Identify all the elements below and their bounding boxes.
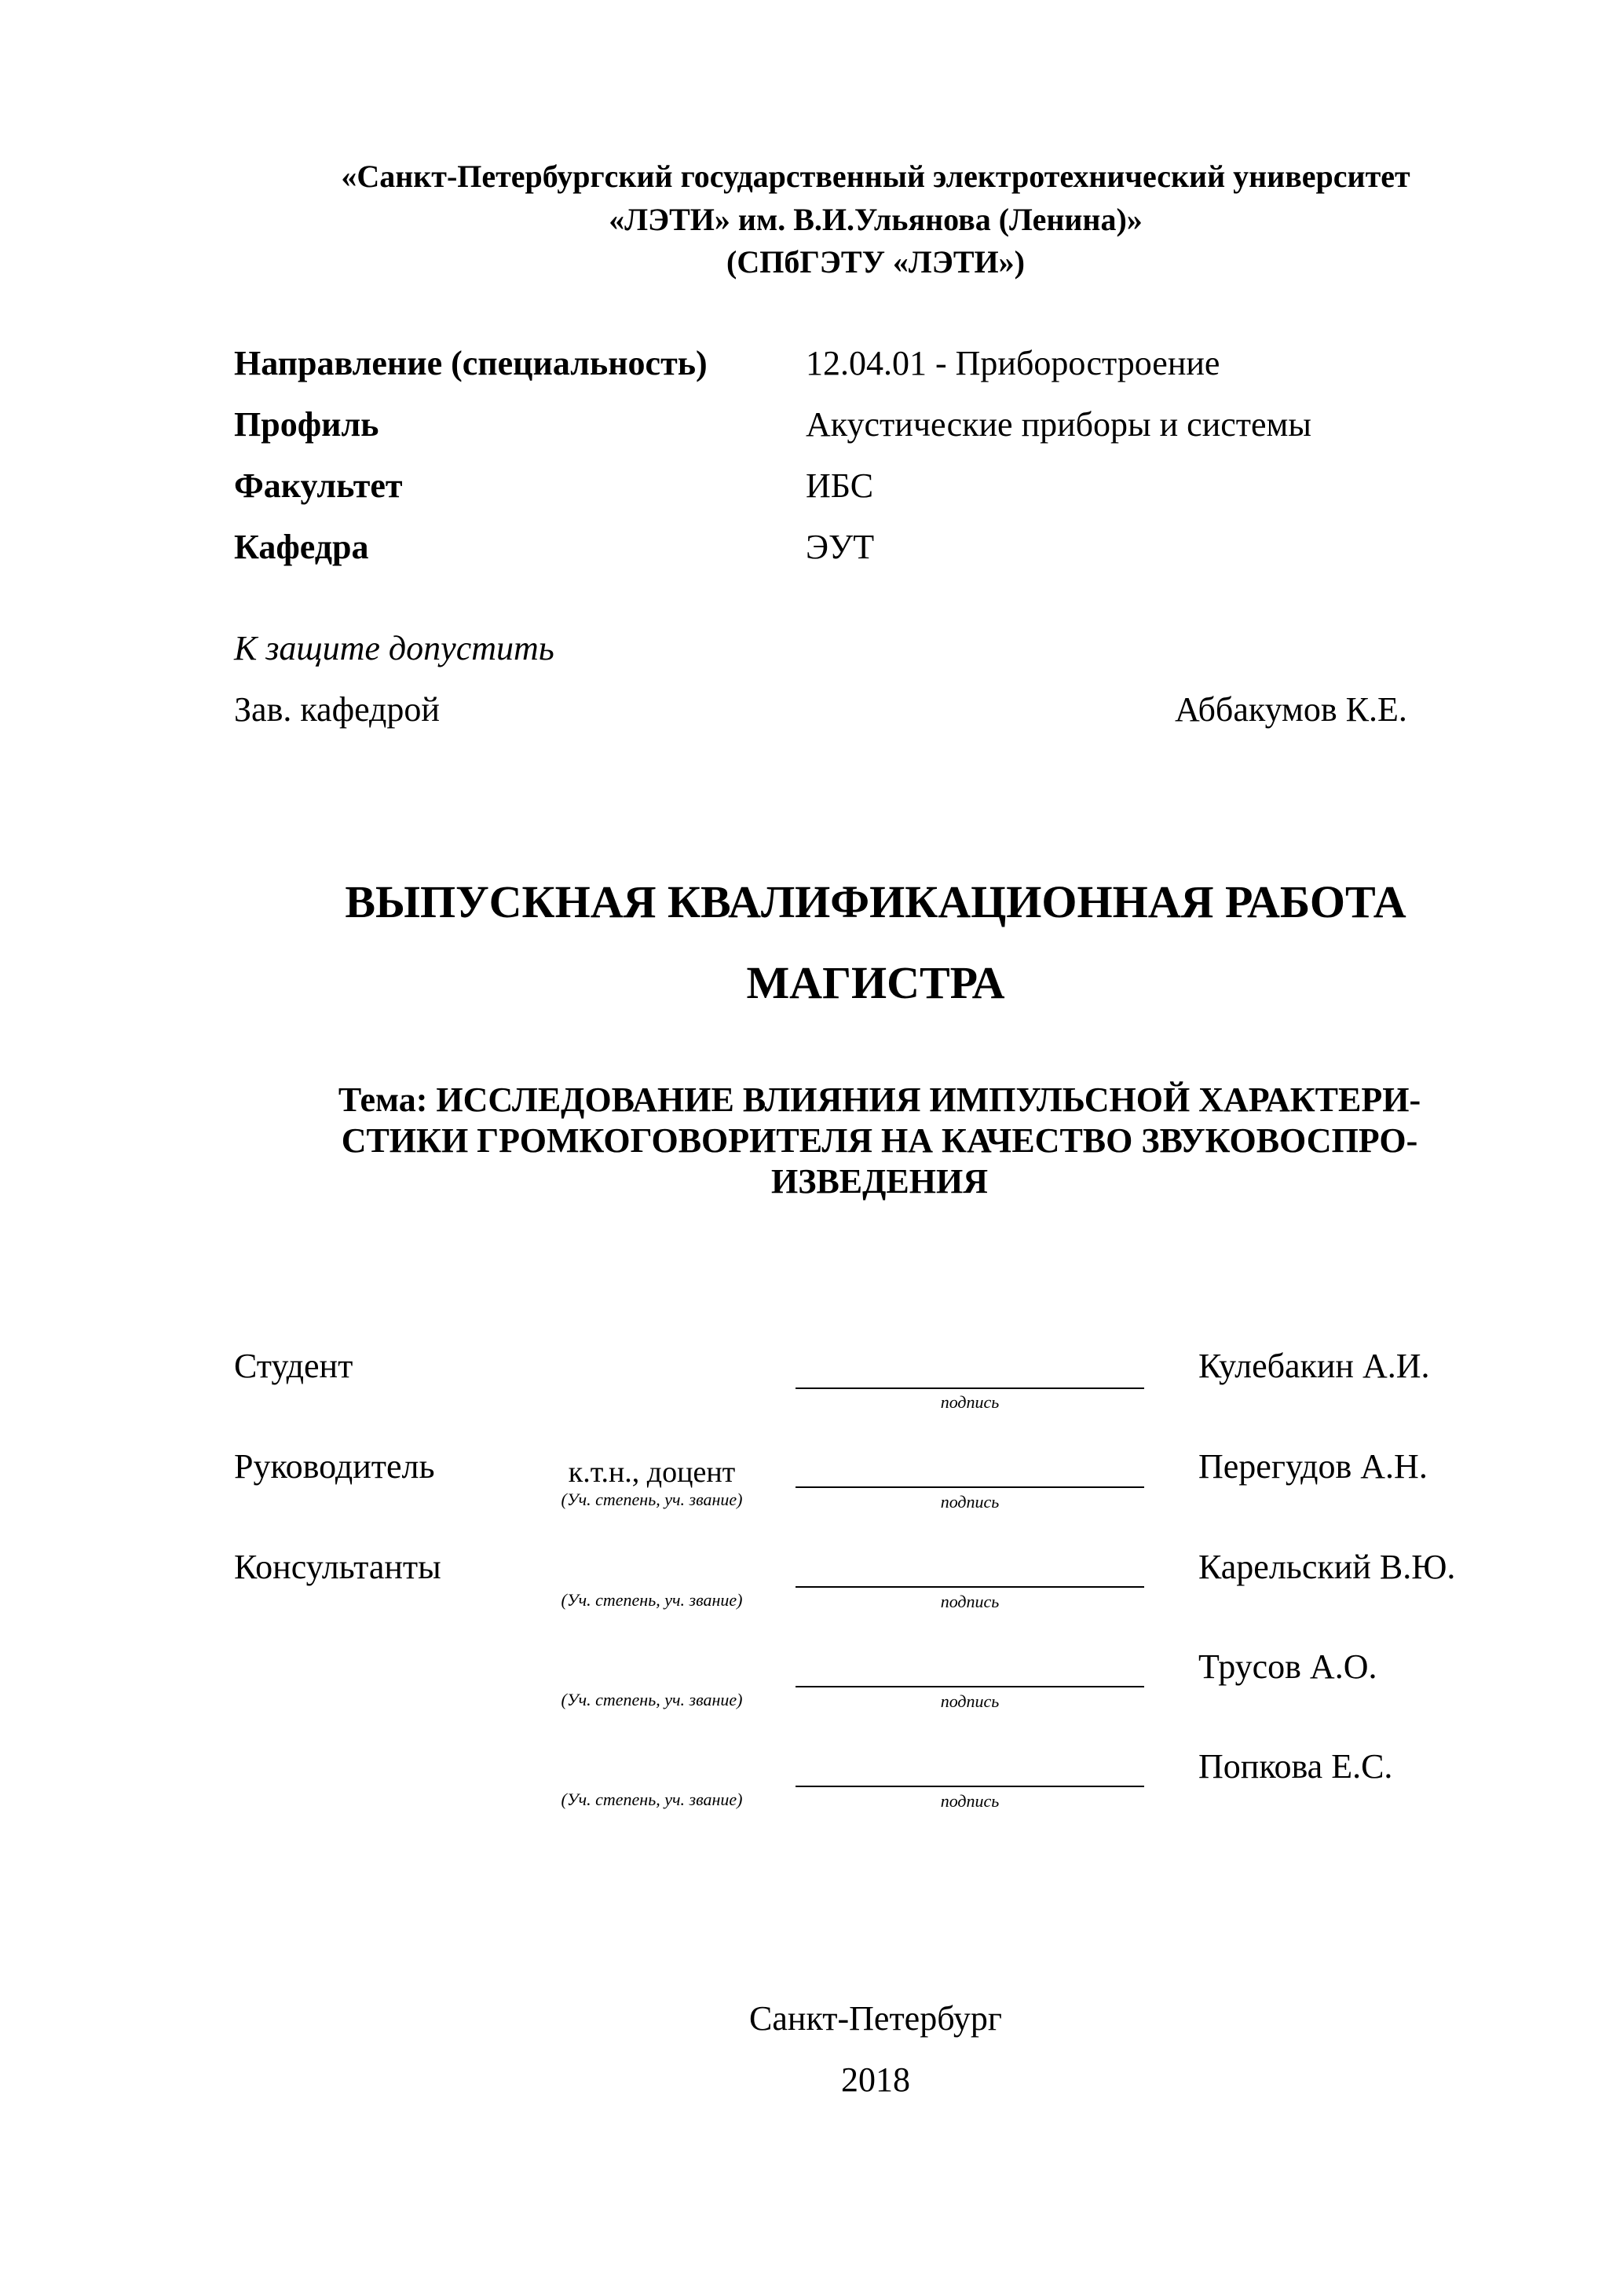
title-line2: МАГИСТРА — [746, 957, 1005, 1008]
degree-caption: (Уч. степень, уч. звание) — [561, 1790, 743, 1809]
info-label-faculty: Факультет — [234, 466, 403, 505]
signature-line — [796, 1486, 1144, 1488]
signature-role-student: Студент — [234, 1347, 353, 1385]
info-label-profile: Профиль — [234, 405, 379, 444]
supervisor-degree: к.т.н., доцент — [568, 1456, 736, 1489]
signature-line — [796, 1586, 1144, 1588]
signature-caption: подпись — [940, 1492, 1000, 1512]
signature-name-consultant-1: Карельский В.Ю. — [1198, 1548, 1456, 1586]
signature-caption: подпись — [940, 1691, 1000, 1711]
footer-city: Санкт-Петербург — [749, 1999, 1002, 2038]
signature-line — [796, 1786, 1144, 1787]
info-label-direction: Направление (специальность) — [234, 344, 708, 382]
topic-line2: СТИКИ ГРОМКОГОВОРИТЕЛЯ НА КАЧЕСТВО ЗВУКОВОСПРО- — [341, 1121, 1418, 1160]
signature-line — [796, 1686, 1144, 1687]
info-value-faculty: ИБС — [806, 466, 874, 505]
title-line1: ВЫПУСКНАЯ КВАЛИФИКАЦИОННАЯ РАБОТА — [345, 876, 1406, 927]
approval-name: Аббакумов К.Е. — [1175, 690, 1407, 729]
signature-name-consultant-2: Трусов А.О. — [1198, 1647, 1377, 1686]
signature-role-supervisor: Руководитель — [234, 1447, 435, 1486]
degree-caption: (Уч. степень, уч. звание) — [561, 1590, 743, 1610]
signature-caption: подпись — [940, 1791, 1000, 1811]
topic-line1: Тема: ИССЛЕДОВАНИЕ ВЛИЯНИЯ ИМПУЛЬСНОЙ ХАРАКТЕРИ- — [338, 1080, 1421, 1119]
info-value-department: ЭУТ — [806, 528, 875, 566]
signature-name-consultant-3: Попкова Е.С. — [1198, 1747, 1393, 1786]
degree-caption: (Уч. степень, уч. звание) — [561, 1490, 743, 1509]
signature-line — [796, 1387, 1144, 1389]
info-label-department: Кафедра — [234, 528, 369, 566]
info-value-direction: 12.04.01 - Приборостроение — [806, 344, 1220, 382]
signature-caption: подпись — [940, 1392, 1000, 1412]
approval-note: К защите допустить — [234, 629, 554, 667]
approval-role: Зав. кафедрой — [234, 690, 440, 729]
signature-role-consultants: Консультанты — [234, 1548, 441, 1586]
university-name-line2: «ЛЭТИ» им. В.И.Ульянова (Ленина)» — [609, 202, 1143, 237]
degree-caption: (Уч. степень, уч. звание) — [561, 1690, 743, 1709]
info-value-profile: Акустические приборы и системы — [806, 405, 1311, 444]
signature-name-supervisor: Перегудов А.Н. — [1198, 1447, 1428, 1486]
signature-name-student: Кулебакин А.И. — [1198, 1347, 1430, 1385]
footer-year: 2018 — [841, 2060, 910, 2099]
university-name-line1: «Санкт-Петербургский государственный электротехнический университет — [341, 159, 1410, 194]
university-abbreviation: (СПбГЭТУ «ЛЭТИ») — [726, 244, 1025, 280]
topic-line3: ИЗВЕДЕНИЯ — [771, 1162, 988, 1201]
thesis-topic — [220, 1080, 1539, 1202]
signature-caption: подпись — [940, 1592, 1000, 1611]
